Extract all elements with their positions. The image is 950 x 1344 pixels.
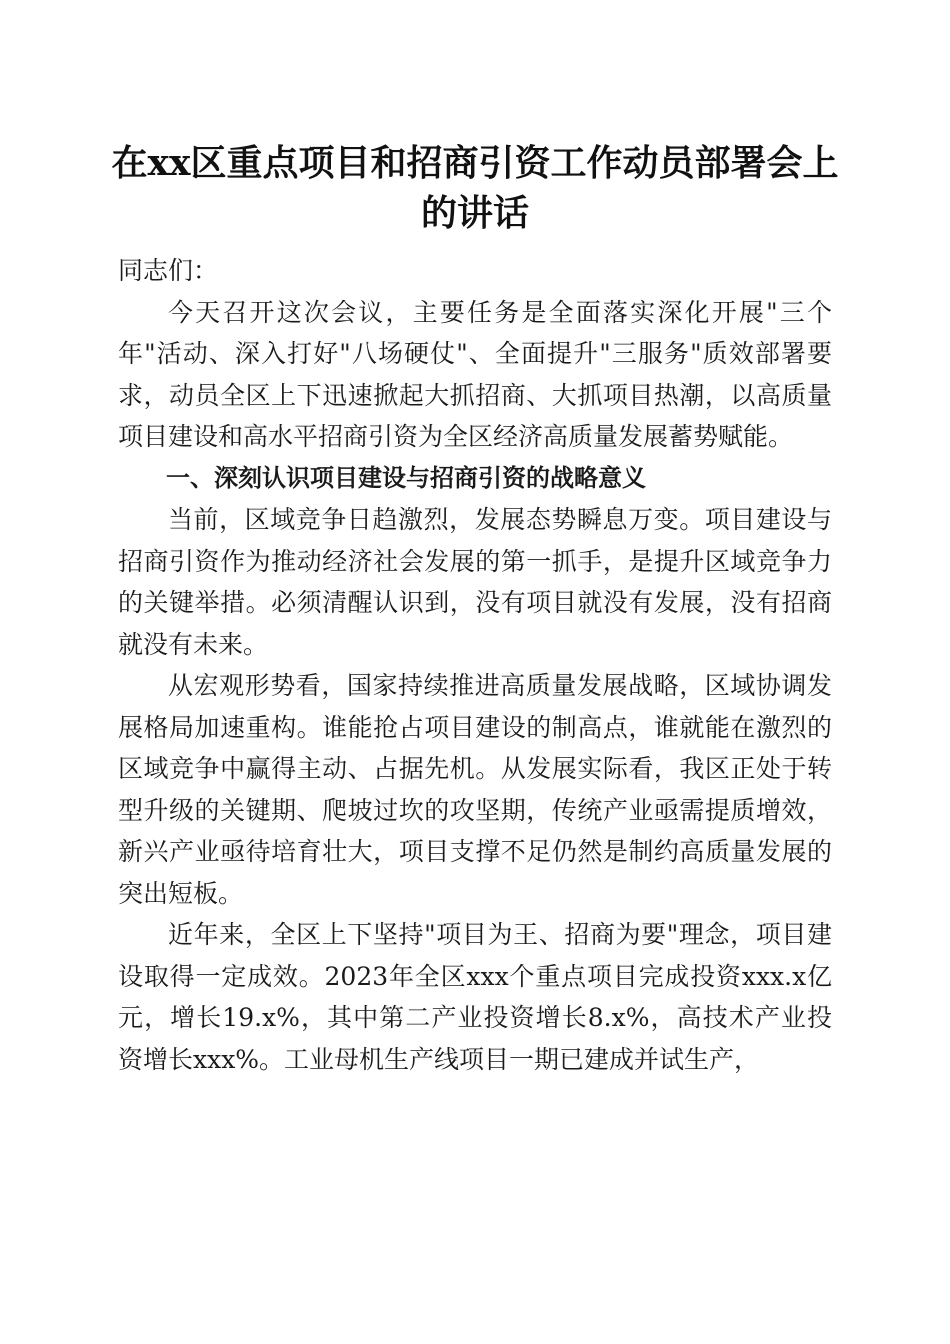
intro-paragraph: 今天召开这次会议，主要任务是全面落实深化开展"三个年"活动、深入打好"八场硬仗"、全面提升"三服务"质效部署要求，动员全区上下迅速掀起大抓招商、大抓项目热潮，以高质量项目建设和高水平招商引资为全区经济高质量发展蓄势赋能。 (118, 297, 832, 451)
document-body (118, 250, 832, 1080)
document-title: 在xx区重点项目和招商引资工作动员部署会上的讲话 (111, 142, 839, 234)
section-paragraph: 当前，区域竞争日趋激烈，发展态势瞬息万变。项目建设与招商引资作为推动经济社会发展的第一抓手，是提升区域竞争力的关键举措。必须清醒认识到，没有项目就没有发展，没有招商就没有未来。 (118, 505, 832, 659)
salutation: 同志们： (118, 256, 219, 285)
section-paragraph: 近年来，全区上下坚持"项目为王、招商为要"理念，项目建设取得一定成效。2023年全区xxx个重点项目完成投资xxx.x亿元，增长19.x%，其中第二产业投资增长8.x%，高技术产业投资增长xxx%。工业母机生产线项目一期已建成并试生产， (118, 920, 832, 1074)
section-paragraph: 从宏观形势看，国家持续推进高质量发展战略，区域协调发展格局加速重构。谁能抢占项目建设的制高点，谁就能在激烈的区域竞争中赢得主动、占据先机。从发展实际看，我区正处于转型升级的关键期、爬坡过坎的攻坚期，传统产业亟需提质增效，新兴产业亟待培育壮大，项目支撑不足仍然是制约高质量发展的突出短板。 (118, 671, 832, 908)
section-heading: 一、深刻认识项目建设与招商引资的战略意义 (166, 463, 646, 492)
